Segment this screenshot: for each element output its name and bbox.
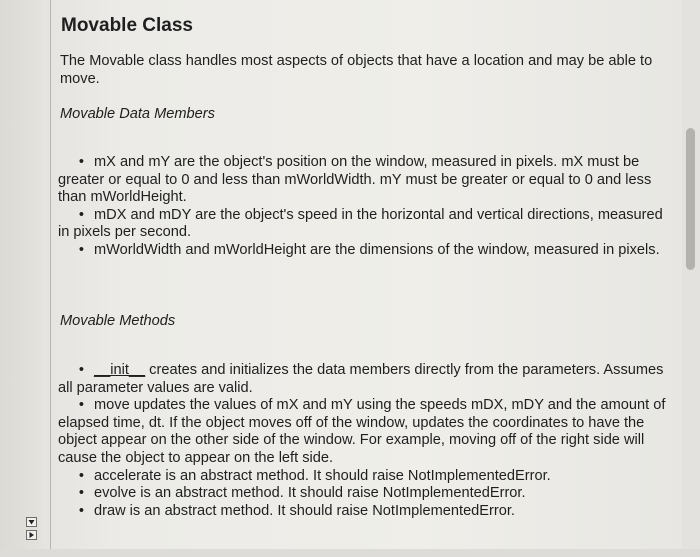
bullet: • (78, 206, 84, 223)
list-item-text: mWorldWidth and mWorldHeight are the dimensions of the window, measured in pixels. (94, 241, 660, 258)
right-arrow-icon[interactable] (26, 530, 37, 540)
down-arrow-icon[interactable] (26, 517, 37, 527)
list-item-text: draw is an abstract method. It should raise NotImplementedError. (94, 502, 515, 519)
list-item-text: mDX and mDY are the object's speed in the horizontal and vertical directions, measured in pixels per second. (58, 206, 663, 241)
vertical-scrollbar[interactable] (682, 0, 700, 557)
bullet: • (78, 241, 84, 258)
data-members-heading: Movable Data Members (60, 106, 215, 122)
data-members-list (58, 154, 670, 260)
methods-heading: Movable Methods (60, 313, 176, 329)
scrollbar-thumb[interactable] (686, 128, 695, 270)
margin-divider (50, 0, 51, 557)
list-item (58, 154, 670, 207)
list-item-text: creates and initializes the data members directly from the parameters. Assumes all parameter values are valid. (58, 362, 664, 396)
intro-paragraph: The Movable class handles most aspects of objects that have a location and may be able to move. (60, 53, 653, 87)
list-item (58, 397, 670, 467)
list-item-text: mX and mY are the object's position on the window, measured in pixels. mX must be greater or equal to 0 and less than mWorldWidth. mY must be greater or equal to 0 and less than mWorldHeight. (58, 154, 652, 206)
list-item-text: accelerate is an abstract method. It should raise NotImplementedError. (94, 467, 551, 484)
bullet: • (78, 154, 84, 170)
bullet: • (78, 467, 84, 484)
bullet: • (78, 397, 84, 414)
method-name: __init__ (94, 362, 146, 378)
bullet: • (78, 502, 84, 519)
bottom-edge (0, 549, 700, 557)
page-title: Movable Class (61, 15, 193, 36)
left-gutter (0, 0, 42, 557)
list-item-text: move updates the values of mX and mY using the speeds mDX, mDY and the amount of elapsed time, dt. If the object moves off of the window, updates the coordinates to have the object appear on the other side of the window. For example, moving off of the right side will cause the object to appear on the left side. (58, 397, 666, 466)
list-item (58, 485, 670, 503)
list-item (58, 468, 670, 486)
list-item (58, 207, 670, 242)
list-item (58, 503, 670, 521)
list-item (58, 242, 670, 260)
list-item (58, 362, 670, 397)
list-item-text: evolve is an abstract method. It should raise NotImplementedError. (94, 485, 526, 502)
methods-list (58, 362, 670, 520)
bullet: • (78, 362, 84, 378)
bullet: • (78, 485, 84, 502)
